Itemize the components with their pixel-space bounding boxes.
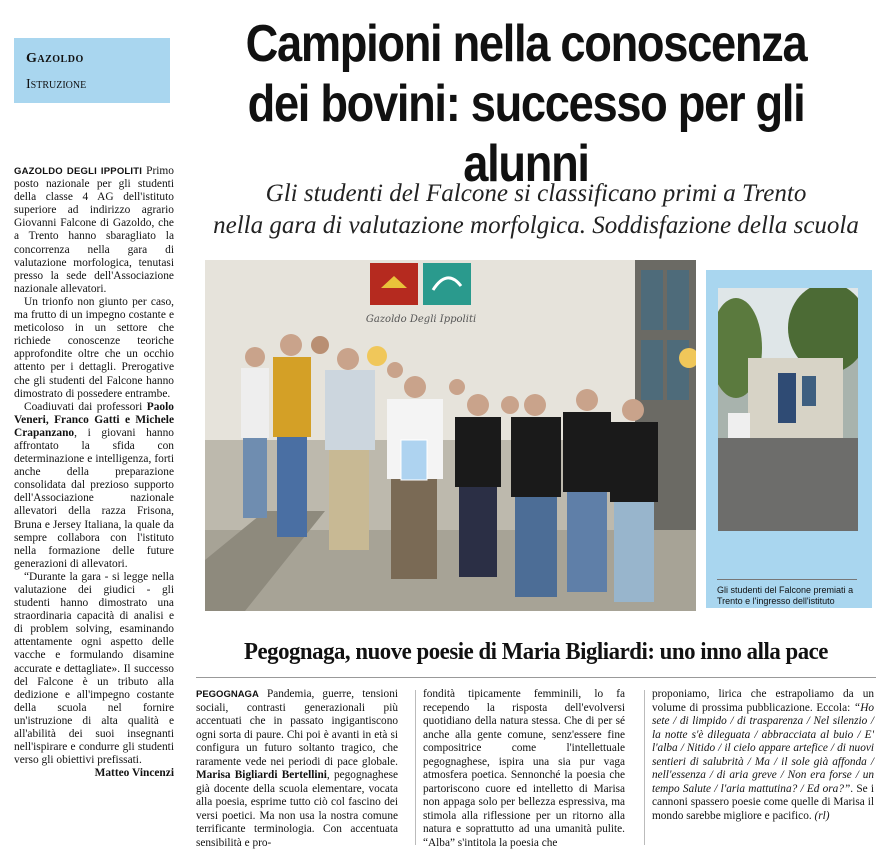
headline-line-2: dei bovini: successo per gli alunni: [247, 75, 805, 193]
paragraph: Coadiuvati dai professori Paolo Veneri, Franco Gatti e Michele Crapanzano, i giovani hanno affrontato la sfida con determinazione e intelligenza, forti anche della preparazione consolidata dal prezioso supporto dell'Associazione nazionale allevatori della razza Frisona, Bruna e Jersey Italiana, la quale da sempre collabora con l'istituto nella formazione delle future generazioni di allevatori.: [14, 400, 174, 570]
subheadline-line-1: Gli studenti del Falcone si classificano primi a Trento: [265, 180, 807, 207]
photo-sign-text: Gazoldo Degli Ippoliti: [365, 314, 477, 325]
author-name: Marisa Bigliardi Bertellini: [196, 769, 327, 781]
group-photo: [205, 260, 696, 611]
photo-caption: [717, 579, 867, 607]
section-topic: Istruzione: [26, 77, 87, 92]
poem-text: “Ho sete / di limpido / di trasparenza / Nel silenzio / la notte s'è dileguata / abbracciata al buio / E' l'alba / Nitido / il cielo appare artefice / di nuovi sentieri di salubrità / Ma / il sole già affonda / nell'essenza / di aria greve / Non era forse / un tempo Salute / l'aria mattutina? / Ed ora?”: [652, 701, 874, 795]
caption-rule: [717, 579, 857, 580]
article-body: [14, 165, 174, 780]
column-divider: [644, 690, 645, 845]
dateline: PEGOGNAGA: [196, 689, 259, 700]
dateline: GAZOLDO DEGLI IPPOLITI: [14, 166, 143, 177]
second-article-column-3: proponiamo, lirica che estrapoliamo da un volume di prossima pubblicazione. Eccola: “Ho sete / di limpido / di trasparenza / Nel silenzio / la notte s'è dileguata / abbracciata al buio / E' l'alba / Nitido / il cielo appare artefice / di nuovi sentieri di salubrità / Ma / il sole già affonda / nell'essenza / di aria greve / Non era forse / un tempo Salute / l'aria mattutina? / Ed ora?”. Se i cannoni spassero poesie come quelle di Marisa il mondo sarebbe migliore e pacifico. (rl): [652, 688, 874, 822]
signature: (rl): [814, 809, 830, 822]
second-article-headline: Pegognaga, nuove poesie di Maria Bigliardi: uno inno alla pace: [244, 638, 828, 665]
divider: [196, 677, 876, 678]
school-entrance-photo: [718, 288, 858, 531]
teacher-names: Paolo Veneri, Franco Gatti e Michele Crapanzano: [14, 400, 174, 439]
section-place: Gazoldo: [26, 51, 84, 66]
headline-line-1: Campioni nella conoscenza: [245, 15, 807, 73]
article-headline: [222, 14, 831, 194]
second-article-column-1: PEGOGNAGA Pandemia, guerre, tensioni sociali, contrasti generazionali più accentuati che in passato ingigantiscono ogni sorta di paure. Chi poi è avanti in età si configura un futuro soltanto tragico, che raramente vede nei periodi di pace globale. Marisa Bigliardi Bertellini, pegognaghese già docente della scuola elementare, vocata alla poesia, esprime tutto ciò col fascino dei versi poetici. Ma non usa la nostra comune terrificante terminologia. Con accentuata sensibilità e pro-: [196, 688, 398, 849]
paragraph: GAZOLDO DEGLI IPPOLITI Primo posto nazionale per gli studenti della classe 4 AG dell'istituto superiore ad indirizzo agrario Giovanni Falcone di Gazoldo, che a Trento hanno sbaragliato la concorrenza nella gara di valutazione morfologica, tenutasi presso la sede dell'Associazione nazionale allevatori.: [14, 165, 174, 295]
paragraph: “Durante la gara - si legge nella valutazione dei giudici - gli studenti hanno dimostrato una straordinaria capacità di analisi e di problem solving, esaminando attentamente ogni aspetto delle vacche e formulando disamine accurate e dettagliate». Il successo del Falcone è un tributo alla dedizione e all'impegno costante della scuola nel fornire un'istruzione di alta qualità e all'abilità dei suoi insegnanti nell'ispirare e condurre gli studenti verso gli obiettivi prefissati.: [14, 570, 174, 767]
second-article-column-2: fondità tipicamente femminili, lo fa recependo la risposta dell'evolversi quotidiano della natura stessa. Che di per sé anche alla gente comune, senz'essere fine compositrice come l'intellettuale pegognaghese, ispira una sia pur vaga atmosfera poetica. Sennonché la poesia che partoriscono cuore ed intelletto di Marisa non appaga solo per bellezza espressiva, ma stimola alla riflessione per un ritorno alla natura e soprattutto ad una umanità pulite. “Alba” s'intitola la poesia che: [423, 688, 625, 849]
group-photo-illustration: [205, 260, 696, 611]
paragraph: Un trionfo non giunto per caso, ma frutto di un impegno costante e meticoloso in un settore che richiede conoscenze teoriche approfondite oltre che un occhio attento per i dettagli. Prerogative che gli studenti del Falcone hanno dimostrato di possedere entrambe.: [14, 295, 174, 400]
subheadline-line-2: nella gara di valutazione morfolgica. Soddisfazione della scuola: [213, 212, 859, 239]
school-entrance-illustration: [718, 288, 858, 531]
article-subheadline: [196, 178, 876, 242]
column-divider: [415, 690, 416, 845]
byline: Matteo Vincenzi: [94, 767, 174, 780]
caption-text: Gli studenti del Falcone premiati a Trento e l'ingresso dell'istituto: [717, 585, 854, 606]
section-tag: [14, 38, 170, 103]
